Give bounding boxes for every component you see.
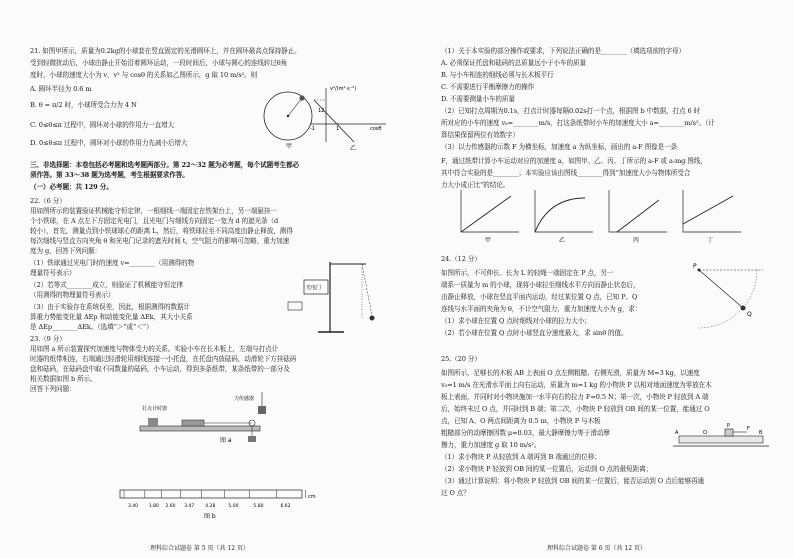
plot-label: 乙 — [559, 237, 566, 244]
q23-line: 盘和砝码，在砝码盘中取不同数量的砝码，小车运动，得到多条纸带，某条纸带的一部分及 — [30, 365, 290, 373]
q22-line: （3）由于实验存在系统误差，因此，根据测得的数据计 — [30, 303, 190, 311]
plot-label: 丁 — [707, 237, 714, 244]
cart-apparatus-figure — [140, 392, 280, 444]
plot-curve — [461, 196, 511, 232]
x-axis-label: cosθ — [370, 126, 382, 132]
y-axis-label: v²/(m²·s⁻²) — [330, 86, 357, 92]
q22-line: 算重力势能变化量 ΔEp 和动能变化量 ΔEk，其大小关系 — [30, 313, 193, 321]
q23-line: 时器的纸带相连，右端通过轻滑轮用细线连接一小托盘，在托盘内放砝码，动滑轮下方挂砝码 — [30, 355, 297, 363]
tape-value: 2.60 — [165, 504, 176, 509]
label-P-block: P — [727, 423, 731, 429]
right-line: F，通过纸带计算小车运动对应的加速度 a，如图甲、乙、丙、丁所示的 a-F 或 a-mg 图线， — [441, 157, 707, 165]
ring-figure — [258, 86, 318, 150]
q25-line: v₀=1 m/s 在光滑水平面上向右运动，质量为 m=1 kg 的小物块 P 以相对地面速度为零放在木 — [441, 381, 712, 389]
tape-value: 4.28 — [205, 504, 216, 509]
right-page — [397, 0, 794, 558]
q22-line: 22.（6 分） — [30, 197, 66, 205]
q21-line: C. 0≤θ≤π 过程中，圆环对小球的作用力一直增大 — [30, 121, 175, 129]
footer-left: 理科综合试题卷 第 5 页（共 12 页） — [150, 545, 249, 552]
q25-line: 擦力，重力加速度 g 取 10 m/s²。 — [441, 441, 541, 449]
pendulum-apparatus — [282, 258, 382, 334]
q25-line: 后，始终未过 O 点，并同时到 B 端；第二次，小物块 P 轻放到 OB 间的某一位置，能通过 O — [441, 405, 710, 413]
plot-label: 丙 — [633, 237, 640, 244]
label-A: A — [675, 430, 679, 436]
q22-line: 个小铁球，在 A 点左下方固定光电门，且光电门与细线方向固定一宽为 d 的遮光条（d — [30, 217, 279, 225]
photogate-label: 光电门 — [306, 285, 322, 291]
plot-label: 甲 — [485, 237, 492, 244]
q24-line: 24.（12 分） — [441, 255, 481, 263]
right-line: D. 不需要测量小车的质量 — [441, 95, 515, 103]
sensor-label: 力传感器 — [234, 396, 255, 402]
q24-line: （1）求小球在位置 Q 点时细线对小球的拉力大小； — [441, 317, 591, 325]
label-P: P — [693, 263, 697, 270]
label-yi: 乙 — [350, 145, 357, 152]
q23-line: 相关数据如图 b 所示。 — [30, 375, 97, 383]
q25-line: 过 O 点？ — [441, 489, 470, 497]
board-figure — [673, 420, 773, 450]
q22-line: 理量符号表示） — [30, 269, 76, 277]
q24-line: 端系一质量为 m 的小球，现将小球拉至细线水平方向而静止状态后， — [441, 281, 640, 289]
q25-line: （2）求小物块 P 轻放到 OB 间的某一位置后，运动到 O 点的最短距离； — [441, 465, 653, 473]
plot-curve — [683, 196, 733, 224]
plot-2 — [609, 190, 667, 244]
label-Q: Q — [747, 311, 752, 318]
right-line: 其中符合实验的是________；本实验应该由图线________得到“加速度大小与物体所受合 — [441, 169, 691, 177]
footer-right: 理科综合试题卷 第 6 页（共 12 页） — [547, 545, 646, 552]
section-3-heading: 三、非选择题：本卷包括必考题和选考题两部分。第 22～32 题为必考题，每个试题考生都必 — [30, 161, 300, 169]
a-f-plots — [455, 188, 755, 248]
q23-line: 23.（9 分） — [30, 335, 66, 343]
q24-line: 由静止释放，小球在竖直平面内运动，经过某位置 Q 点，已知 P、Q — [441, 293, 638, 301]
q23-line: 用如图 a 所示装置探究加速度与物体受力的关系。实验小车在长木板上，左端与打点计 — [30, 345, 279, 353]
tape-value: 5.80 — [253, 504, 264, 509]
q25-line: 25.（20 分） — [441, 355, 481, 363]
y12-label: 12 — [318, 108, 325, 114]
q25-line: 粗糙部分的动摩擦因数 μ=0.03，最大静摩擦力等于滑动摩 — [441, 429, 610, 437]
label-jia: 甲 — [286, 143, 293, 150]
tape-value: 6.62 — [280, 504, 291, 509]
q21-line: 度时，小球的速度大小为 v，v² 与 cosθ 的关系如乙图所示，g 取 10 m/s²。则 — [30, 71, 258, 79]
q21-line: 21. 如图甲所示，质量为0.2kg的小球套在竖直固定的光滑圆环上，并在圆环最高点保持静止。 — [30, 47, 301, 55]
q21-line: A. 圆环半径为 0.6 m — [30, 85, 92, 93]
q22-line: 是 ΔEp________ΔEk。（选填“＞”或“＜”） — [30, 323, 153, 331]
tape-value: 5.00 — [228, 504, 239, 509]
q22-line: 较小），首先，测量点到小铁球球心的距离 L，然后，将铁球拉至不同高度由静止释放，测得 — [30, 227, 293, 235]
paper-tape-figure — [120, 486, 320, 520]
section-3-heading-b: 须作答。第 33～38 题为选考题，考生根据要求作答。 — [30, 171, 189, 179]
label-O: O — [703, 430, 707, 436]
pendulum-figure — [693, 262, 767, 330]
q22-line: （用测得的物理量符号表示） — [30, 291, 115, 299]
q22-line: 度为 g，回答下列问题： — [30, 247, 102, 255]
q22-line: 用如图所示的装置验证机械能守恒定律，一根细线一端固定在铁架台上，另一端悬挂一 — [30, 207, 277, 215]
right-line: （3）以力传感器的示数 F 为横坐标，加速度 a 为纵坐标，画出的 a-F 图像是一条 — [441, 143, 678, 151]
xn1-label: -1 — [310, 126, 315, 132]
q21-line: B. θ = π/2 时，小球所受合力为 4 N — [30, 101, 137, 109]
q25-line: 板上表面，并同时对小物块施加一水平向右的拉力 F=0.5 N；第一次，小物块 P 轻放到 A 端 — [441, 393, 709, 401]
tape-value: 1.80 — [148, 504, 159, 509]
tape-value: 3.40 — [128, 504, 139, 509]
q24-line: （2）若小球在位置 Q 点时小球竖直分速度最大，求 sinθ 的值。 — [441, 329, 628, 337]
q25-line: （3）通过计算说明：将小物块 P 轻放到 OB 间的某一位置后，能否运动到 O 点后能够再通 — [441, 477, 705, 485]
plot-curve — [617, 200, 659, 232]
right-line: （1）关于本实验的部分操作或要求，下列说法正确的是________（填选项前的字母） — [441, 47, 685, 55]
tape-value: 3.47 — [184, 504, 195, 509]
plot-0 — [461, 190, 519, 244]
q22-line: （2）若等式________成立，则验证了机械能守恒定律 — [30, 281, 184, 289]
right-line: 所对应的小车的速度 v₆=________m/s，打这条纸带时小车的加速度大小 a=________m/s²。（计 — [441, 119, 715, 127]
right-line: A. 必须保证托盘和砝码的总质量远小于小车的质量 — [441, 59, 587, 67]
q22-line: （1）铁球通过光电门时的速度 v=________（用测得的物 — [30, 259, 195, 267]
label-B: B — [759, 430, 763, 436]
q21-line: 受到轻微扰动后，小球由静止开始沿着圆环运动，一段时间后，小球与圆心的连线转过θ角 — [30, 59, 288, 67]
plot-3 — [683, 190, 741, 244]
right-line: 算结果保留两位有效数字） — [441, 131, 519, 139]
q25-line: 如图所示，足够长的木板 AB 上表面 O 点左侧粗糙、右侧光滑，质量为 M=3 kg，以速度 — [441, 369, 700, 377]
plot-1 — [535, 190, 593, 244]
right-line: C. 不需要进行平衡摩擦力的操作 — [441, 83, 535, 91]
plot-curve — [535, 198, 585, 232]
timer-label: 打点计时器 — [142, 406, 168, 412]
right-line: B. 与小车相连的细线必须与长木板平行 — [441, 71, 554, 79]
q25-line: 点，已知 A、O 两点间距离为 0.5 m，小物块 P 与木板 — [441, 417, 601, 425]
tape-unit: cm — [308, 494, 316, 500]
q22-line: 每次细线与竖直方向夹角 θ 和光电门记录的遮光时间 t，空气阻力的影响可忽略，重力加速 — [30, 237, 290, 245]
label-F: F — [747, 426, 750, 432]
q24-line: 连线与水平面的夹角为 θ，不计空气阻力，重力加速度大小为 g，求： — [441, 305, 642, 313]
q21-line: D. 0≤θ≤π 过程中，圆环对小球的作用力先减小后增大 — [30, 139, 188, 147]
q24-line: 如图所示，不可伸长、长为 L 的轻绳一端固定在 P 点，另一 — [441, 269, 614, 277]
x1-label: 1 — [336, 126, 340, 132]
q25-line: （1）求小物块 P 从轻放到 A 端再到 B 端通过的位移； — [441, 453, 601, 461]
right-line: 力大小成正比”的结论。 — [441, 181, 510, 189]
right-line: （2）已知打点周期为0.1s，打点计时器每隔0.02s打一个点，根据图 b 中数据，打点 6 时 — [441, 107, 701, 115]
section-3-heading-c: （一）必考题：共 129 分。 — [30, 183, 113, 191]
v2-cos-graph — [310, 84, 390, 150]
q23-line: 回答下列问题： — [30, 385, 76, 393]
fig-b-caption: 图 b — [204, 513, 216, 520]
fig-a-caption: 图 a — [220, 437, 232, 444]
